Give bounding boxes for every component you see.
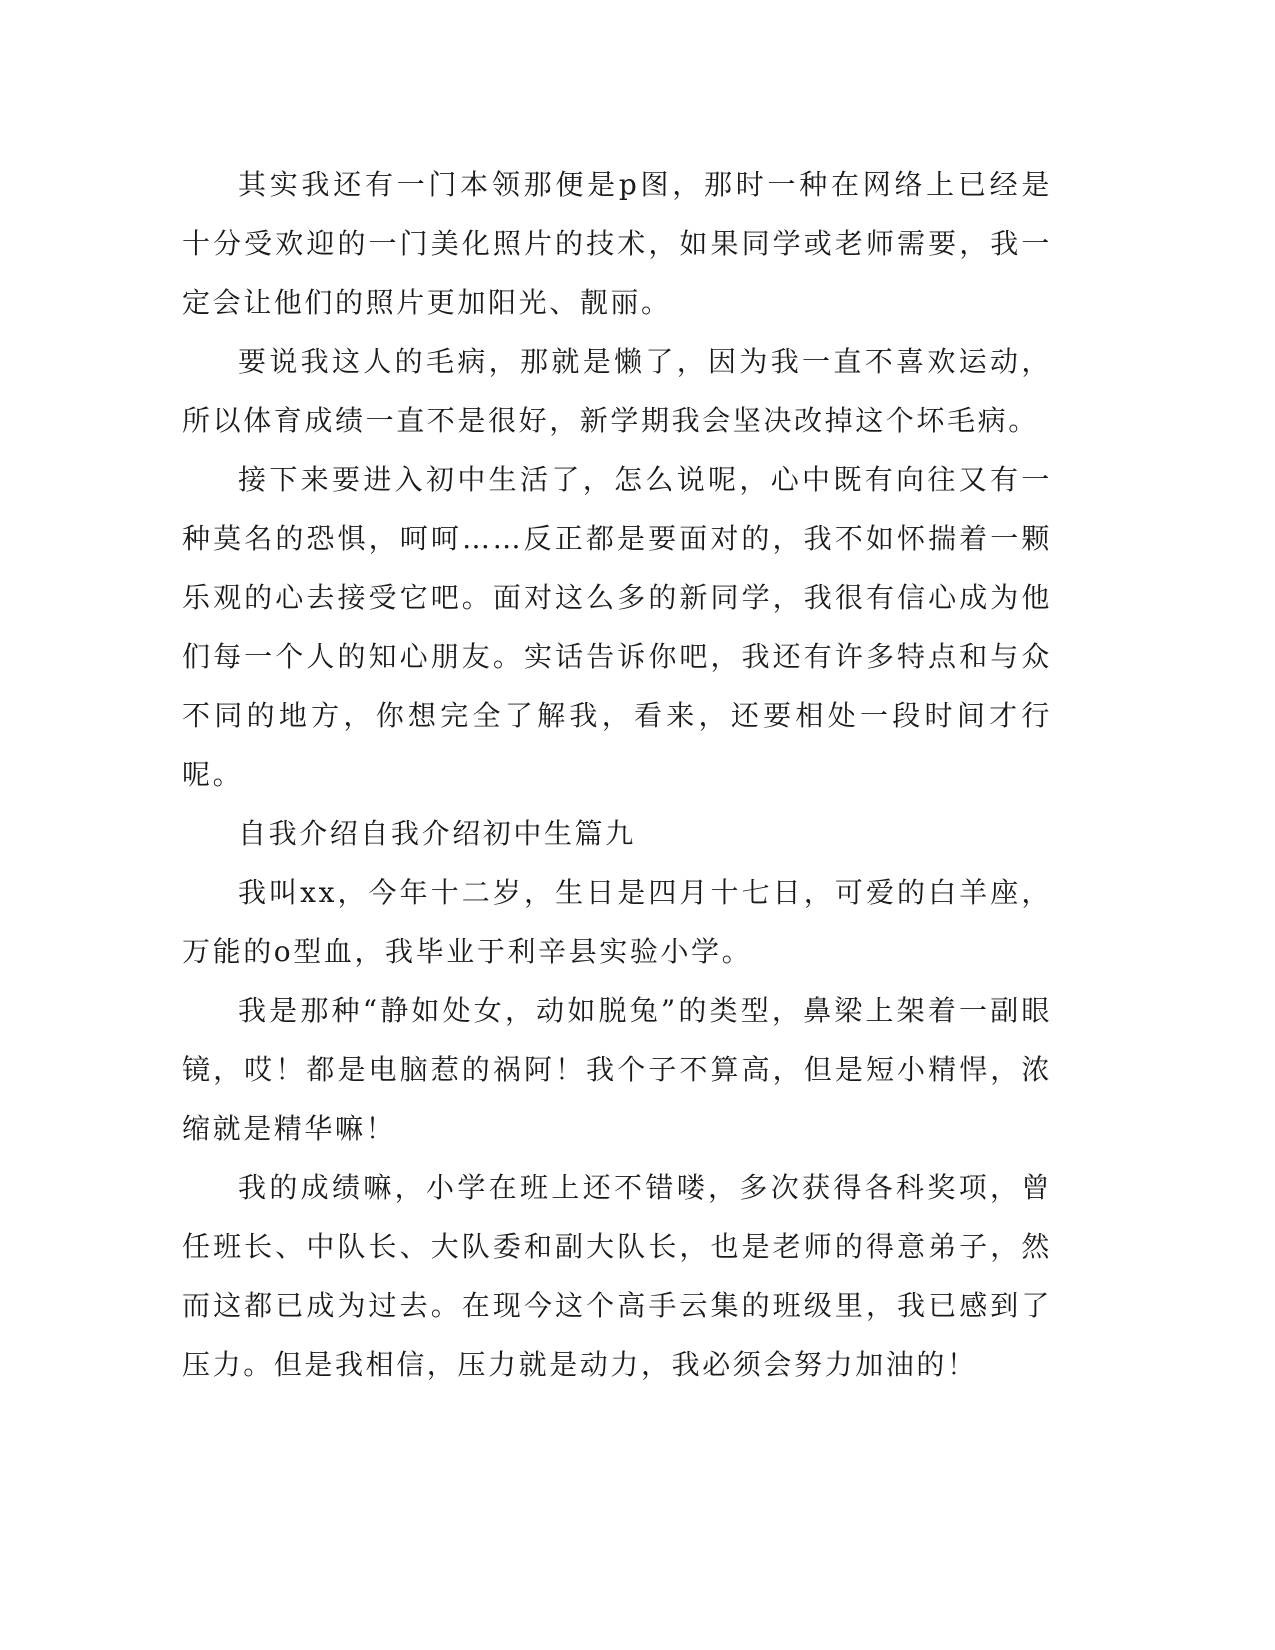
section-heading: 自我介绍自我介绍初中生篇九 <box>238 817 636 850</box>
paragraph-personality: 我是那种“静如处女，动如脱兔”的类型，鼻梁上架着一副眼镜，哎！都是电脑惹的祸阿！我个子不算高，但是短小精悍，浓缩就是精华嘛！ <box>182 994 1052 1145</box>
paragraph-introduction: 我叫xx，今年十二岁，生日是四月十七日，可爱的白羊座，万能的o型血，我毕业于利辛县实验小学。 <box>182 876 1052 968</box>
paragraph-shortcoming: 要说我这人的毛病，那就是懒了，因为我一直不喜欢运动，所以体育成绩一直不是很好，新学期我会坚决改掉这个坏毛病。 <box>182 345 1052 437</box>
document-body <box>182 155 1052 1394</box>
paragraph-grades: 我的成绩嘛，小学在班上还不错喽，多次获得各科奖项，曾任班长、中队长、大队委和副大队长，也是老师的得意弟子，然而这都已成为过去。在现今这个高手云集的班级里，我已感到了压力。但是我相信，压力就是动力，我必须会努力加油的！ <box>182 1171 1052 1381</box>
paragraph-photo-editing: 其实我还有一门本领那便是p图，那时一种在网络上已经是十分受欢迎的一门美化照片的技术，如果同学或老师需要，我一定会让他们的照片更加阳光、靓丽。 <box>182 168 1052 319</box>
paragraph-middle-school: 接下来要进入初中生活了，怎么说呢，心中既有向往又有一种莫名的恐惧，呵呵……反正都是要面对的，我不如怀揣着一颗乐观的心去接受它吧。面对这么多的新同学，我很有信心成为他们每一个人的知心朋友。实话告诉你吧，我还有许多特点和与众不同的地方，你想完全了解我，看来，还要相处一段时间才行呢。 <box>182 463 1052 791</box>
